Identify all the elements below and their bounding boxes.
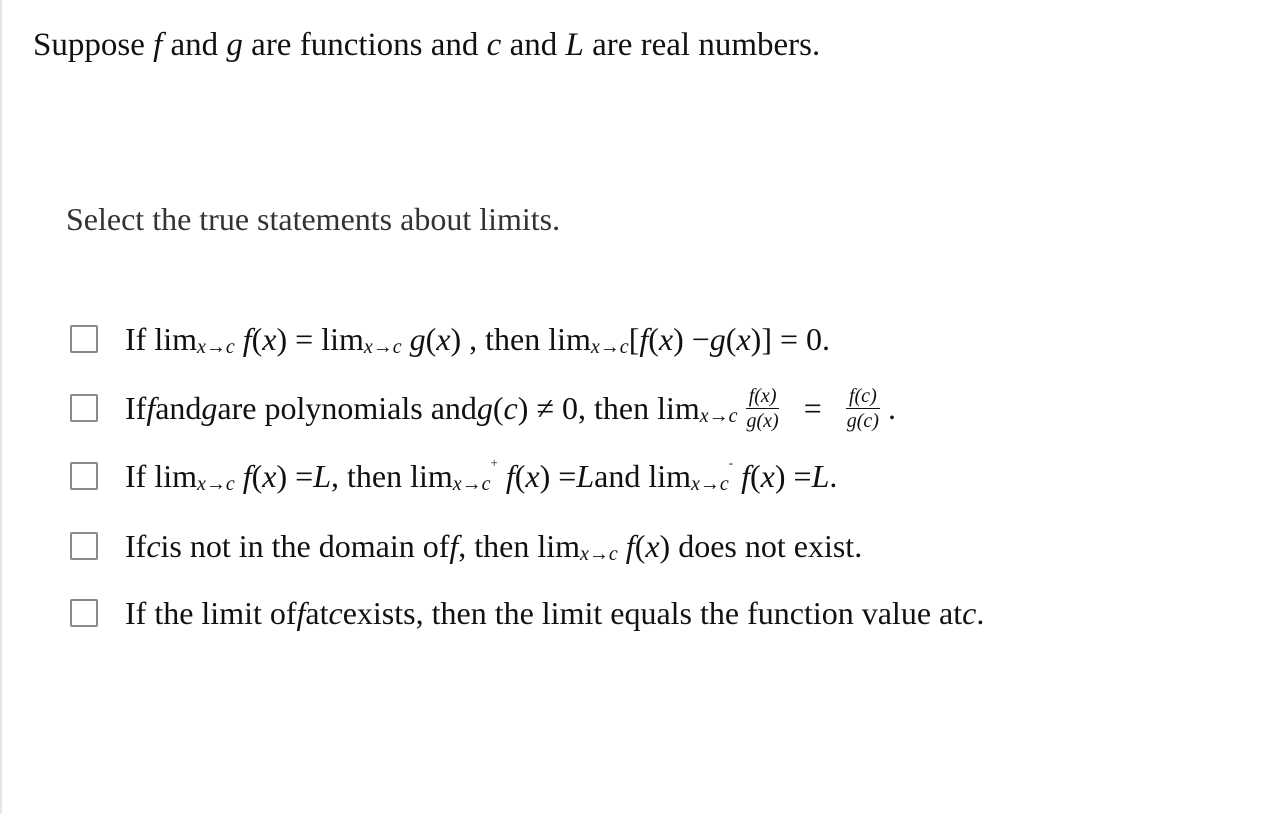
- fraction-fx-over-gx: $\frac{f(x)}{g(x)}$: [746, 384, 779, 432]
- option-1[interactable]: [70, 314, 1250, 364]
- option-2[interactable]: [70, 383, 1250, 433]
- option-1-checkbox[interactable]: [70, 325, 98, 353]
- option-5[interactable]: [70, 588, 1250, 638]
- fraction-fc-over-gc: $\frac{f(c)}{g(c)}$: [846, 384, 879, 432]
- option-4[interactable]: [70, 521, 1250, 571]
- option-5-checkbox[interactable]: [70, 599, 98, 627]
- option-2-label: If f and g are polynomials and g ( c ) ≠ 0, then lim x→c $\frac{f(x)}{g(x)}$ = $\frac{f(c)}{g(c)}$ .: [125, 384, 896, 432]
- left-border: [0, 0, 2, 814]
- problem-intro: Suppose f and g are functions and c and L are real numbers.: [33, 27, 821, 63]
- option-3-checkbox[interactable]: [70, 462, 98, 490]
- option-2-checkbox[interactable]: [70, 394, 98, 422]
- option-5-label: If the limit of f at c exists, then the limit equals the function value at c .: [125, 595, 985, 631]
- option-1-label: If lim x→c f ( x ) = lim x→c g ( x ) , then lim x→c [ f ( x ) − g ( x )] = 0.: [125, 321, 831, 358]
- option-3[interactable]: [70, 451, 1250, 501]
- option-4-checkbox[interactable]: [70, 532, 98, 560]
- question-prompt: Select the true statements about limits.: [66, 201, 561, 237]
- option-4-label: If c is not in the domain of f , then lim x→c f ( x ) does not exist.: [125, 528, 863, 565]
- option-3-label: If lim x→c f ( x ) = L , then lim x→c + f ( x ) = L and lim x→c - f ( x ) = L .: [125, 455, 838, 495]
